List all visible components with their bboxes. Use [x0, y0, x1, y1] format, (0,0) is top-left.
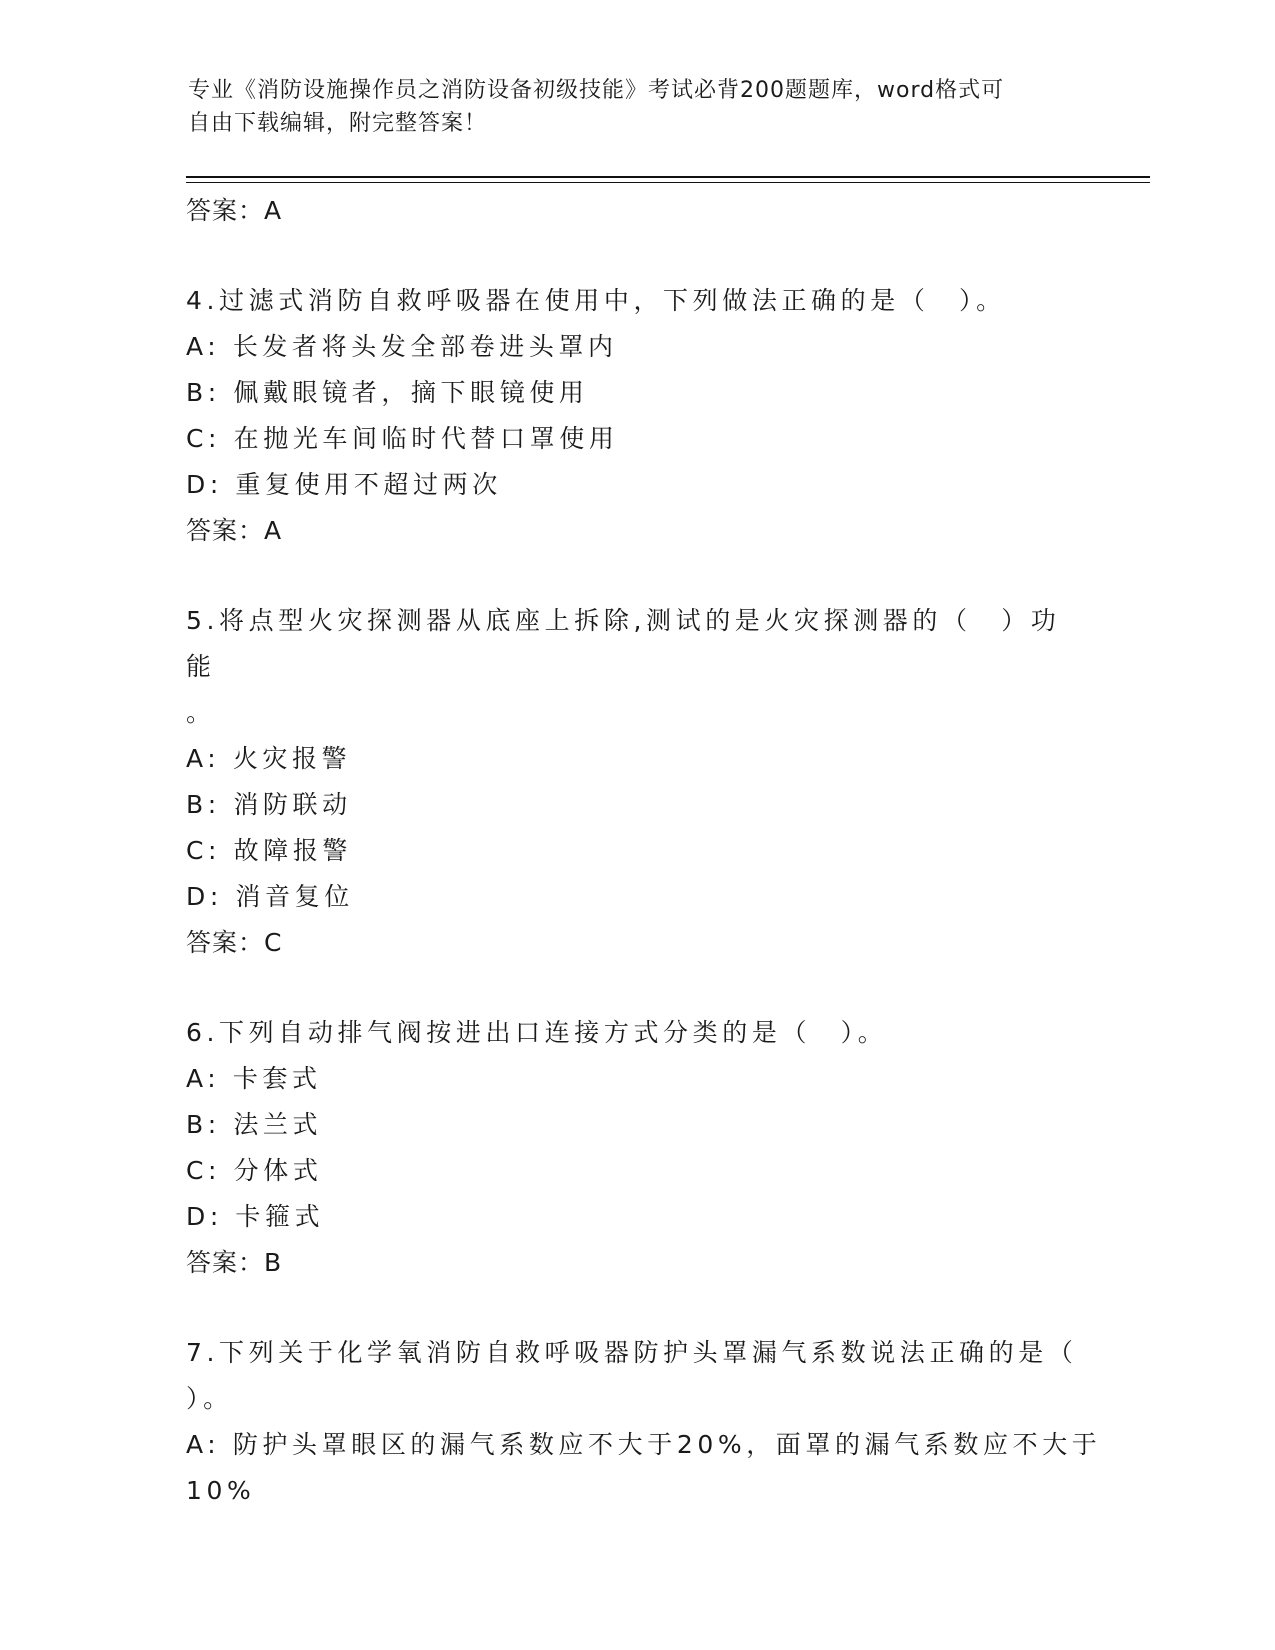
header-rule-thin: [186, 182, 1150, 183]
option-a: A: 火灾报警: [186, 744, 352, 773]
option-c: C: 分体式: [186, 1156, 323, 1185]
header-line-1: 专业《消防设施操作员之消防设备初级技能》考试必背200题题库，word格式可: [188, 78, 1005, 103]
question-stem: 6.下列自动排气阀按进出口连接方式分类的是（ ）。: [186, 1018, 888, 1047]
option-a: A: 卡套式: [186, 1064, 322, 1093]
page-header: [188, 74, 1068, 140]
answer-q4: 答案：A: [186, 516, 283, 545]
header-rule-thick: [186, 176, 1150, 178]
question-stem-cont: ）。: [186, 1384, 233, 1413]
option-b: B: 消防联动: [186, 790, 352, 819]
question-stem: 7.下列关于化学氧消防自救呼吸器防护头罩漏气系数说法正确的是（: [186, 1338, 1078, 1367]
answer-q3: 答案：A: [186, 196, 283, 225]
option-b: B: 佩戴眼镜者，摘下眼镜使用: [186, 378, 589, 407]
option-d: D: 消音复位: [186, 882, 354, 911]
question-list: [186, 188, 1102, 1514]
option-a-cont: 10%: [186, 1476, 256, 1505]
option-a: A: 长发者将头发全部卷进头罩内: [186, 332, 618, 361]
question-stem: 5.将点型火灾探测器从底座上拆除,测试的是火灾探测器的（ ）功能: [186, 606, 1061, 681]
question-6: [186, 1010, 1086, 1286]
question-7: [186, 1330, 1102, 1514]
option-a: A: 防护头罩眼区的漏气系数应不大于20%，面罩的漏气系数应不大于: [186, 1430, 1102, 1459]
option-d: D: 卡箍式: [186, 1202, 325, 1231]
header-line-2: 自由下载编辑，附完整答案！: [188, 111, 488, 136]
answer-q6: 答案：B: [186, 1248, 283, 1277]
option-c: C: 在抛光车间临时代替口罩使用: [186, 424, 619, 453]
option-c: C: 故障报警: [186, 836, 353, 865]
option-b: B: 法兰式: [186, 1110, 323, 1139]
question-stem-cont: 。: [186, 698, 216, 727]
answer-q5: 答案：C: [186, 928, 283, 957]
option-d: D: 重复使用不超过两次: [186, 470, 502, 499]
question-stem: 4.过滤式消防自救呼吸器在使用中，下列做法正确的是（ ）。: [186, 286, 1006, 315]
question-4: [186, 278, 1086, 554]
question-5: [186, 598, 1086, 966]
